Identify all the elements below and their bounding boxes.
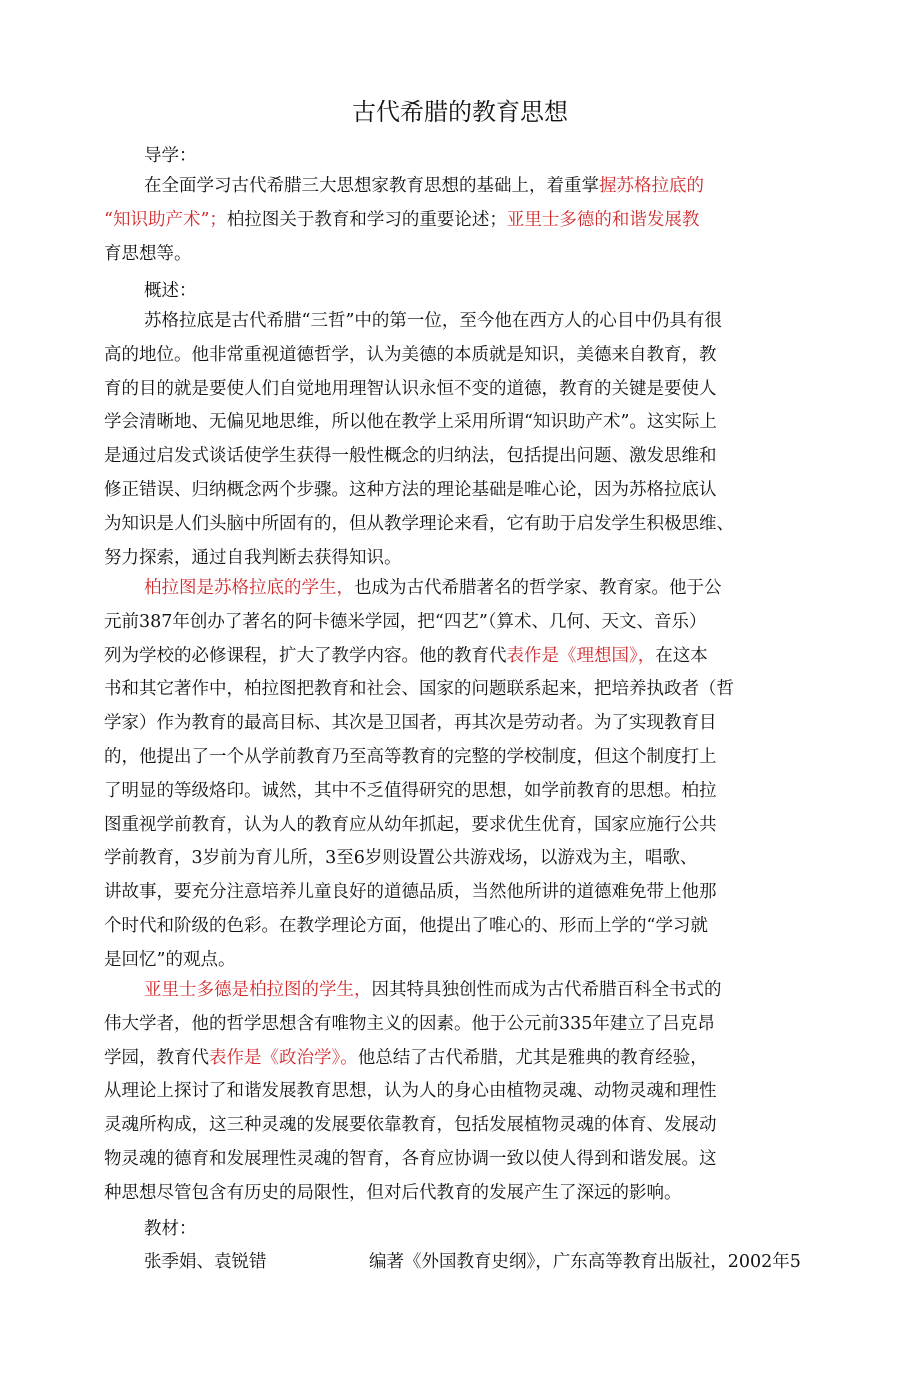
paragraph-line: 学家）作为教育的最高目标、其次是卫国者，再其次是劳动者。为了实现教育目 — [104, 713, 717, 734]
paragraph-line: 从理论上探讨了和谐发展教育思想，认为人的身心由植物灵魂、动物灵魂和理性 — [104, 1081, 717, 1102]
paragraph-line: 图重视学前教育，认为人的教育应从幼年抓起，要求优生优育，国家应施行公共 — [104, 814, 717, 835]
paragraph-line: 是回忆”的观点。 — [104, 949, 236, 970]
paragraph-line: 育的目的就是要使人们自觉地用理智认识永恒不变的道德，教育的关键是要使人 — [104, 378, 717, 399]
aristotle-highlight: 亚里士多德是柏拉图的学生， — [144, 980, 372, 1000]
page-title: 古代希腊的教育思想 — [352, 98, 568, 126]
textbook-authors: 张季娟、袁锐错 — [144, 1252, 267, 1272]
paragraph-line: 灵魂所构成，这三种灵魂的发展要依靠教育，包括发展植物灵魂的体育、发展动 — [104, 1115, 717, 1136]
aristotle-text: 因其特具独创性而成为古代希腊百科全书式的 — [371, 980, 722, 1000]
paragraph-line: 讲故事，要充分注意培养儿童良好的道德品质，当然他所讲的道德难免带上他那 — [104, 882, 717, 903]
paragraph-line: 苏格拉底是古代希腊“三哲”中的第一位，至今他在西方人的心目中仍具有很 — [144, 311, 722, 331]
intro-highlight: 亚里士多德的和谐发展教 — [506, 209, 700, 230]
socrates-paragraph — [104, 305, 772, 575]
paragraph-line: 学会清晰地、无偏见地思维，所以他在教学上采用所谓“知识助产术”。这实际上 — [104, 412, 717, 433]
aristotle-paragraph — [104, 974, 772, 1211]
paragraph-line: 的，他提出了一个从学前教育乃至高等教育的完整的学校制度，但这个制度打上 — [104, 746, 717, 767]
paragraph-line: 元前387年创办了著名的阿卡德米学园，把“四艺”（算术、几何、天文、音乐） — [104, 611, 707, 632]
intro-text: 在全面学习古代希腊三大思想家教育思想的基础上，着重掌 — [144, 176, 599, 196]
intro-paragraph — [104, 170, 772, 271]
plato-highlight: 柏拉图是苏格拉底的学生， — [144, 578, 354, 598]
textbook-heading: 教材： — [144, 1219, 197, 1239]
paragraph-line: 物灵魂的德育和发展理性灵魂的智育，各育应协调一致以使人得到和谐发展。这 — [104, 1148, 717, 1169]
plato-text: 也成为古代希腊著名的哲学家、教育家。他于公 — [354, 578, 722, 598]
intro-text: 育思想等。 — [104, 243, 192, 264]
paragraph-line: 是通过启发式谈话使学生获得一般性概念的归纳法，包括提出问题、激发思维和 — [104, 446, 717, 467]
intro-highlight: “知识助产术”； — [104, 209, 227, 230]
aristotle-text: 学园，教育代 — [104, 1047, 209, 1068]
plato-text: 列为学校的必修课程，扩大了教学内容。他的教育代 — [104, 645, 507, 666]
paragraph-line: 了明显的等级烙印。诚然，其中不乏值得研究的思想，如学前教育的思想。柏拉 — [104, 780, 717, 801]
paragraph-line: 伟大学者，他的哲学思想含有唯物主义的因素。他于公元前335年建立了吕克昂 — [104, 1013, 715, 1034]
textbook-detail: 编著《外国教育史纲》，广东高等教育出版社，2002年5 — [369, 1252, 801, 1272]
aristotle-highlight: 表作是《政治学》。 — [209, 1047, 358, 1068]
paragraph-line: 修正错误、归纳概念两个步骤。这种方法的理论基础是唯心论，因为苏格拉底认 — [104, 479, 717, 500]
paragraph-line: 书和其它著作中，柏拉图把教育和社会、国家的问题联系起来，把培养执政者（哲 — [104, 679, 734, 700]
paragraph-line: 高的地位。他非常重视道德哲学，认为美德的本质就是知识，美德来自教育，教 — [104, 344, 717, 365]
intro-heading: 导学： — [144, 146, 197, 166]
paragraph-line: 为知识是人们头脑中所固有的，但从教学理论来看，它有助于启发学生积极思维、 — [104, 513, 734, 534]
paragraph-line: 个时代和阶级的色彩。在教学理论方面，他提出了唯心的、形而上学的“学习就 — [104, 915, 708, 936]
plato-text: 在这本 — [655, 645, 708, 666]
intro-text: 柏拉图关于教育和学习的重要论述； — [226, 209, 507, 230]
plato-highlight: 表作是《理想国》， — [506, 645, 656, 666]
paragraph-line: 努力探索，通过自我判断去获得知识。 — [104, 547, 402, 568]
aristotle-text: 他总结了古代希腊，尤其是雅典的教育经验， — [357, 1047, 708, 1068]
intro-highlight: 握苏格拉底的 — [599, 176, 704, 196]
paragraph-line: 种思想尽管包含有历史的局限性，但对后代教育的发展产生了深远的影响。 — [104, 1182, 682, 1203]
paragraph-line: 学前教育，3岁前为育儿所，3至6岁则设置公共游戏场，以游戏为主，唱歌、 — [104, 848, 698, 869]
plato-paragraph — [104, 572, 772, 978]
overview-heading: 概述： — [144, 281, 197, 301]
